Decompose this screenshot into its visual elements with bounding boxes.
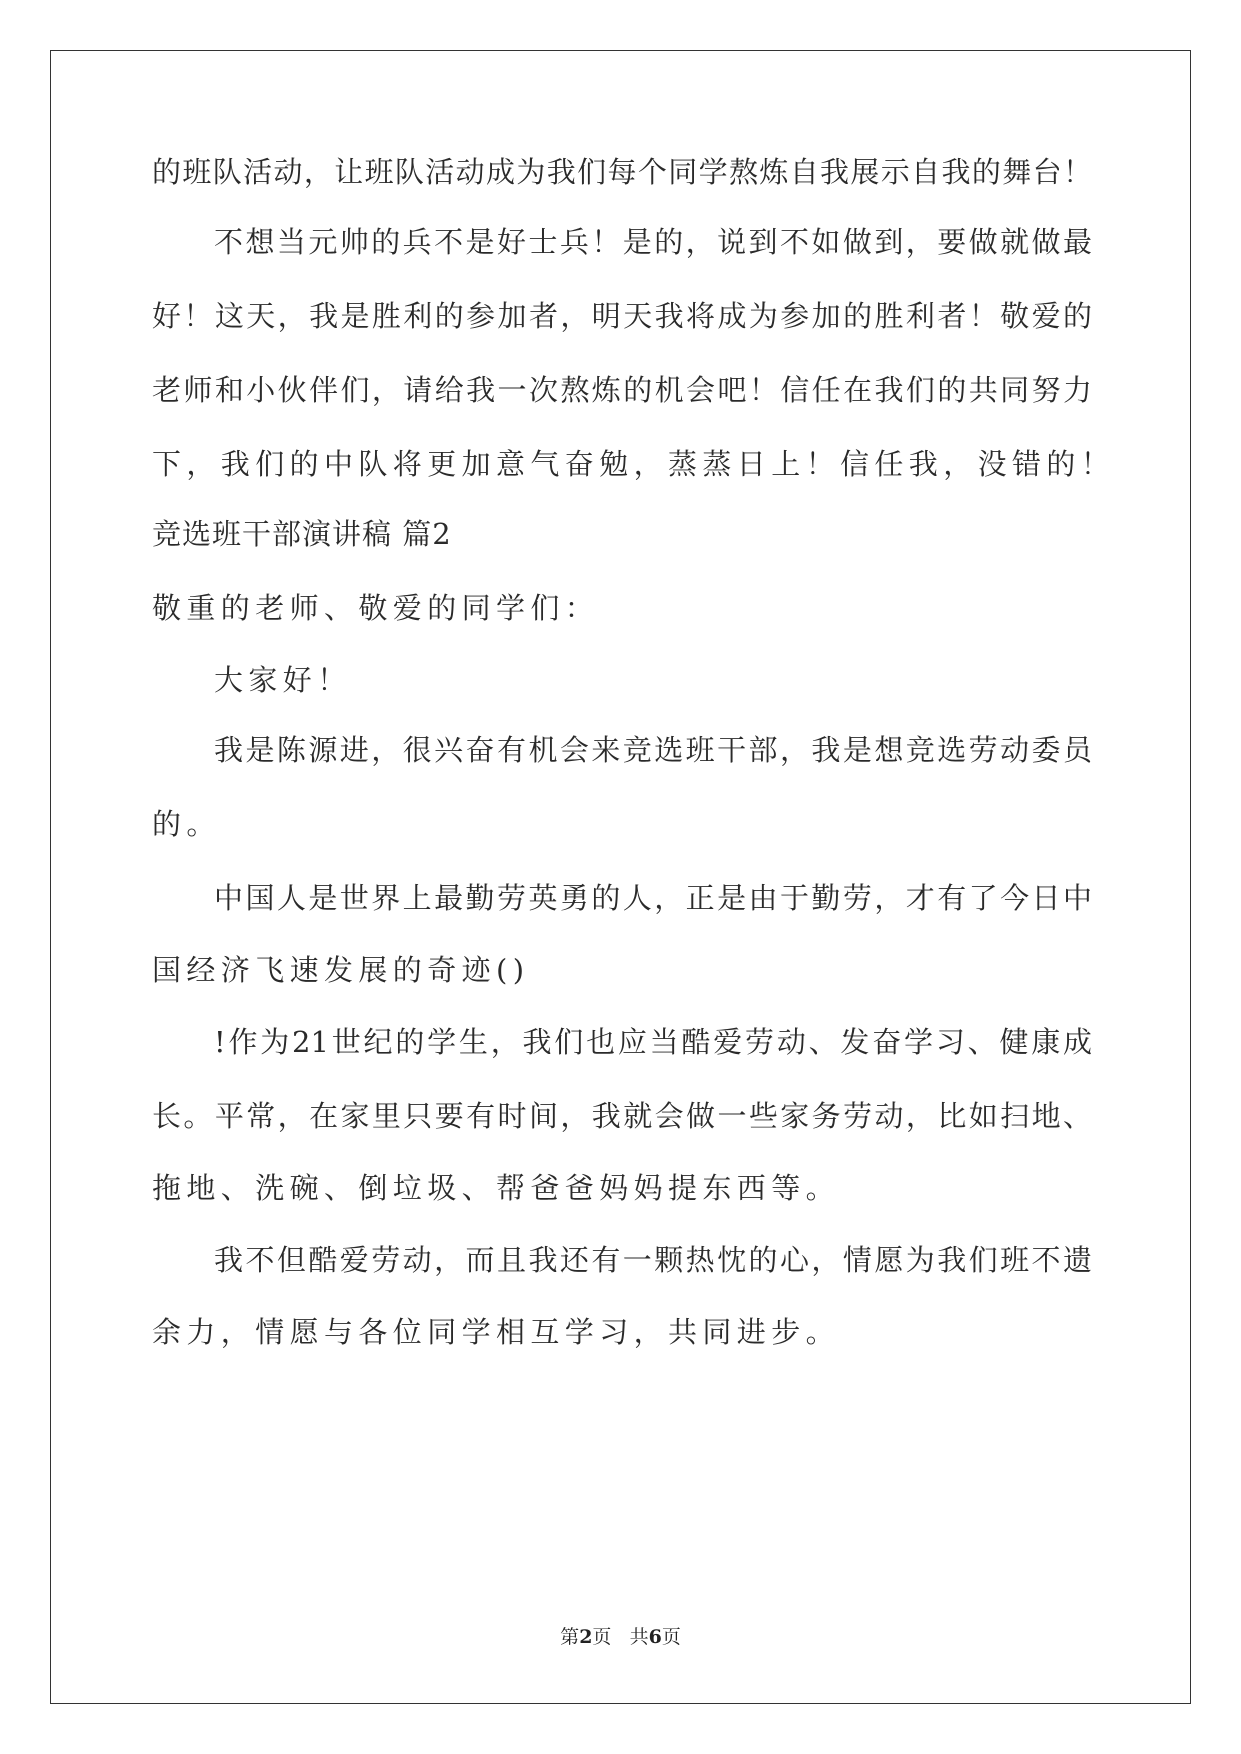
paragraph-line: 下，我们的中队将更加意气奋勉，蒸蒸日上！信任我，没错的！	[152, 447, 1116, 481]
page-number-prefix: 第	[560, 1626, 580, 1648]
paragraph-line: 余力，情愿与各位同学相互学习，共同进步。	[152, 1315, 841, 1349]
page-total-suffix: 页	[661, 1626, 681, 1648]
salutation: 敬重的老师、敬爱的同学们：	[152, 591, 600, 625]
paragraph-line: 老师和小伙伴们，请给我一次熬炼的机会吧！信任在我们的共同努力	[152, 373, 1092, 407]
page-footer	[0, 1625, 1241, 1649]
page-number-current: 2	[579, 1626, 593, 1648]
paragraph-line: 好！这天，我是胜利的参加者，明天我将成为参加的胜利者！敬爱的	[152, 299, 1092, 333]
greeting: 大家好！	[214, 663, 352, 697]
paragraph-line: 我是陈源进，很兴奋有机会来竞选班干部，我是想竞选劳动委员	[214, 733, 1092, 767]
page-number-suffix: 页	[592, 1626, 612, 1648]
paragraph-line: 我不但酷爱劳动，而且我还有一颗热忱的心，情愿为我们班不遗	[214, 1243, 1092, 1277]
paragraph-line: 不想当元帅的兵不是好士兵！是的，说到不如做到，要做就做最	[214, 225, 1092, 259]
paragraph-line: 的班队活动，让班队活动成为我们每个同学熬炼自我展示自我的舞台！	[152, 155, 1092, 189]
paragraph-line: 中国人是世界上最勤劳英勇的人，正是由于勤劳，才有了今日中	[214, 881, 1092, 915]
section-heading: 竞选班干部演讲稿 篇2	[152, 517, 452, 551]
paragraph-line: !作为21世纪的学生，我们也应当酷爱劳动、发奋学习、健康成	[214, 1025, 1092, 1059]
paragraph-line: 长。平常，在家里只要有时间，我就会做一些家务劳动，比如扫地、	[152, 1099, 1092, 1133]
paragraph-line: 国经济飞速发展的奇迹()	[152, 953, 530, 987]
page-total: 6	[648, 1626, 662, 1648]
page-total-prefix: 共	[629, 1626, 649, 1648]
paragraph-line: 拖地、洗碗、倒垃圾、帮爸爸妈妈提东西等。	[152, 1171, 841, 1205]
paragraph-line: 的。	[152, 807, 221, 841]
